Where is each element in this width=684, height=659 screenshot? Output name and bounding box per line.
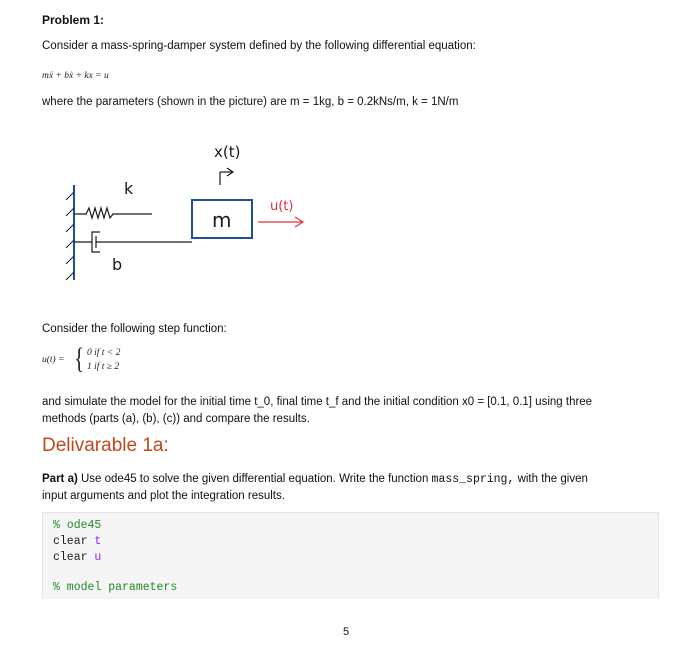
parameters-paragraph: where the parameters (shown in the picture) are m = 1kg, b = 0.2kNs/m, k = 1N/m	[42, 96, 459, 108]
problem-heading: Problem 1:	[42, 13, 105, 27]
page-number: 5	[343, 626, 350, 638]
code-comment-model-parameters: % model parameters	[53, 581, 178, 594]
x-of-t-label: x(t)	[214, 143, 241, 161]
code-keyword: clear	[53, 535, 88, 548]
code-keyword: clear	[53, 551, 88, 564]
step-function-brace: {	[74, 342, 85, 375]
part-a-text-before: Use ode45 to solve the given differential equation. Write the function	[77, 473, 432, 485]
x-arrow	[220, 168, 233, 185]
code-comment-ode45: % ode45	[53, 519, 102, 532]
mass-spring-damper-diagram	[62, 130, 322, 290]
intro-paragraph: Consider a mass-spring-damper system defined by the following differential equation:	[42, 40, 476, 52]
step-function	[42, 342, 182, 376]
code-variable: t	[94, 535, 102, 548]
wall-hatching	[66, 192, 74, 280]
part-a-text-after: with the given	[514, 473, 588, 485]
part-a-line-2: input arguments and plot the integration results.	[42, 490, 285, 502]
differential-equation: mẍ + bẋ + kx = u	[42, 71, 109, 81]
damper-b-label: b	[112, 255, 123, 274]
step-function-case-2: 1 if t ≥ 2	[87, 362, 120, 372]
part-a-label: Part a)	[42, 473, 78, 485]
spring	[74, 208, 152, 218]
step-function-case-1: 0 if t < 2	[87, 348, 121, 358]
code-block[interactable]	[42, 512, 659, 599]
step-function-lhs: u(t) =	[42, 355, 65, 365]
u-of-t-label: u(t)	[270, 199, 294, 214]
simulate-paragraph-line-2: methods (parts (a), (b), (c)) and compare the results.	[42, 413, 310, 425]
step-intro-paragraph: Consider the following step function:	[42, 323, 227, 335]
function-name: mass_spring,	[431, 473, 515, 486]
force-arrow	[258, 217, 303, 227]
code-line-clear-u	[53, 551, 101, 564]
damper	[74, 232, 192, 252]
code-variable: u	[94, 551, 102, 564]
simulate-paragraph-line-1: and simulate the model for the initial time t_0, final time t_f and the initial condition x0 = [0.1, 0.1] using three	[42, 396, 593, 408]
code-line-clear-t	[53, 535, 101, 548]
mass-m-label: m	[212, 208, 232, 232]
spring-k-label: k	[124, 179, 134, 198]
deliverable-heading: Delivarable 1a:	[42, 435, 169, 456]
part-a-paragraph	[42, 471, 588, 488]
